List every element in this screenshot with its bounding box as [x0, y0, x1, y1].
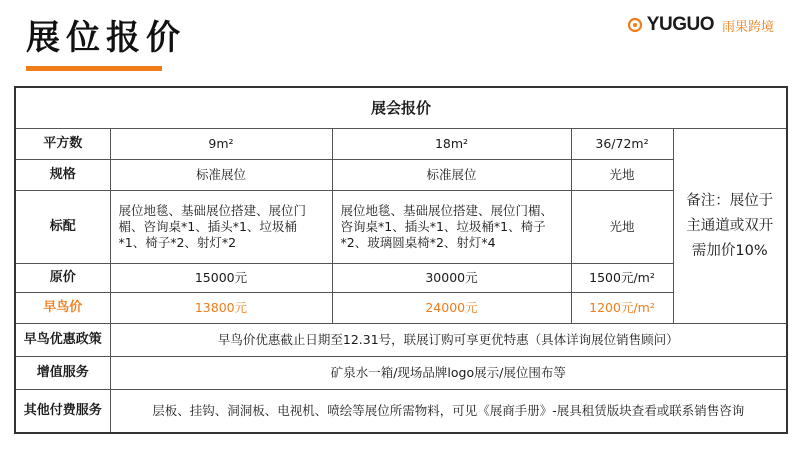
logo-text-cn: 雨果跨境 — [721, 19, 774, 35]
cell-spec-raw: 光地 — [571, 160, 673, 191]
table-row — [15, 160, 787, 191]
table-row — [15, 357, 787, 390]
table-row — [15, 264, 787, 293]
table-caption: 展会报价 — [15, 87, 787, 129]
row-label-early-price: 早鸟价 — [15, 293, 110, 324]
row-label-policy: 早鸟优惠政策 — [15, 324, 110, 357]
row-label-other-paid: 其他付费服务 — [15, 390, 110, 434]
cell-early-price-9: 13800元 — [110, 293, 332, 324]
cell-area-raw: 36/72m² — [571, 129, 673, 160]
row-label-value-added: 增值服务 — [15, 357, 110, 390]
cell-early-price-raw: 1200元/m² — [571, 293, 673, 324]
brand-mark-icon — [627, 17, 643, 33]
cell-original-price-9: 15000元 — [110, 264, 332, 293]
cell-area-9: 9m² — [110, 129, 332, 160]
table-row — [15, 129, 787, 160]
brand-logo — [627, 14, 774, 36]
row-label-standard: 标配 — [15, 191, 110, 264]
row-label-area: 平方数 — [15, 129, 110, 160]
cell-spec-18: 标准展位 — [332, 160, 571, 191]
cell-area-18: 18m² — [332, 129, 571, 160]
table-row — [15, 324, 787, 357]
cell-spec-9: 标准展位 — [110, 160, 332, 191]
cell-other-paid: 层板、挂钩、洞洞板、电视机、喷绘等展位所需物料，可见《展商手册》-展具租赁版块查看或联系销售咨询 — [110, 390, 787, 434]
cell-policy: 早鸟价优惠截止日期至12.31号，联展订购可享更优特惠（具体详询展位销售顾问） — [110, 324, 787, 357]
cell-standard-18: 展位地毯、基础展位搭建、展位门楣、咨询桌*1、插头*1、垃圾桶*1、椅子*2、玻璃圆桌椅*2、射灯*4 — [332, 191, 571, 264]
table-row — [15, 293, 787, 324]
cell-original-price-raw: 1500元/m² — [571, 264, 673, 293]
table-row — [15, 390, 787, 434]
price-table — [14, 86, 788, 434]
cell-original-price-18: 30000元 — [332, 264, 571, 293]
table-caption-row — [15, 87, 787, 129]
note-cell: 备注：展位于主通道或双开需加价10% — [673, 129, 787, 324]
page-title: 展位报价 — [26, 18, 186, 58]
row-label-spec: 规格 — [15, 160, 110, 191]
logo-text-en: YUGUO — [646, 14, 714, 35]
table-row — [15, 191, 787, 264]
title-underline — [26, 66, 162, 71]
cell-value-added: 矿泉水一箱/现场品牌logo展示/展位围布等 — [110, 357, 787, 390]
cell-standard-9: 展位地毯、基础展位搭建、展位门楣、咨询桌*1、插头*1、垃圾桶*1、椅子*2、射灯*2 — [110, 191, 332, 264]
row-label-original-price: 原价 — [15, 264, 110, 293]
cell-early-price-18: 24000元 — [332, 293, 571, 324]
cell-standard-raw: 光地 — [571, 191, 673, 264]
